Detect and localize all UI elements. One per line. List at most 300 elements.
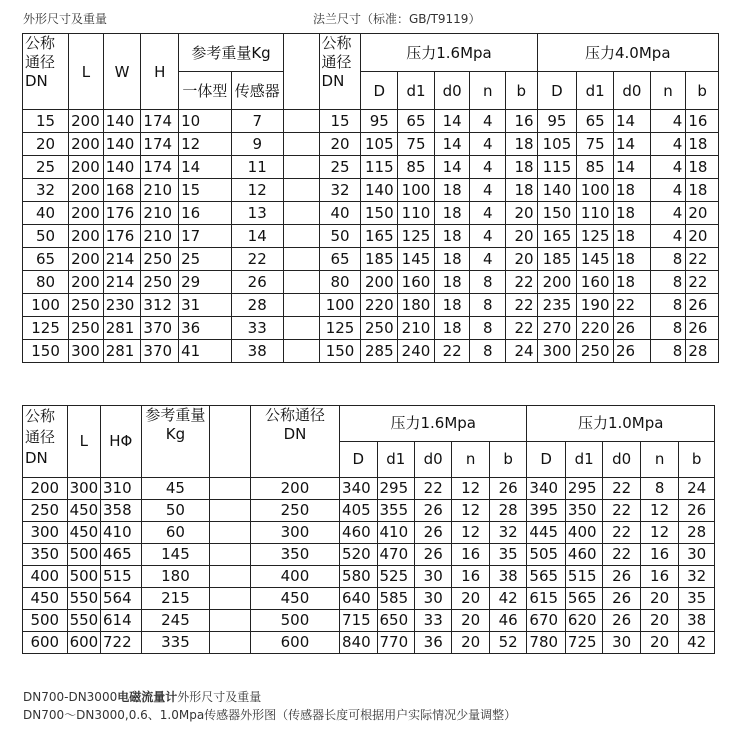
spacer-cell [210,588,251,610]
table-cell: 85 [398,156,435,179]
table-cell: 200 [69,179,104,202]
table-cell: 18 [614,248,651,271]
table-cell: 350 [250,544,339,566]
table-cell: 176 [103,225,141,248]
table-cell: 515 [100,566,141,588]
table-cell: 150 [23,340,69,363]
header-pressure-4-0: 压力4.0Mpa [537,34,718,72]
table-cell: 22 [231,248,283,271]
table-cell: 20 [23,133,69,156]
table-cell: 18 [686,156,719,179]
table-cell: 24 [679,478,715,500]
table-cell: 12 [640,522,678,544]
table-cell: 14 [614,156,651,179]
spacer-cell [210,406,251,478]
table-cell: 26 [679,500,715,522]
table-cell: 410 [100,522,141,544]
header-integrated: 一体型 [179,72,231,110]
table-cell: 12 [452,522,489,544]
table-cell: 26 [489,478,527,500]
table-cell: 12 [231,179,283,202]
table-cell: 200 [69,133,104,156]
table-cell: 250 [250,500,339,522]
table-cell: 600 [250,632,339,654]
table-cell: 22 [603,500,640,522]
table-cell: 715 [340,610,377,632]
table-cell: 235 [537,294,577,317]
header-l: L [69,34,104,110]
table-cell: 250 [141,248,179,271]
table-cell: 18 [434,179,470,202]
table-cell: 8 [650,271,686,294]
table-cell: 840 [340,632,377,654]
table-cell: 18 [614,179,651,202]
table-cell: 16 [686,110,719,133]
table-cell: 26 [603,588,640,610]
table-cell: 722 [100,632,141,654]
table-cell: 165 [361,225,398,248]
table-cell: 38 [489,566,527,588]
table-cell: 4 [650,202,686,225]
table-cell: 200 [69,248,104,271]
table-cell: 26 [603,566,640,588]
table-cell: 200 [69,110,104,133]
header-pressure-1-0: 压力1.0Mpa [527,406,715,442]
table-cell: 250 [577,340,614,363]
table-cell: 15 [319,110,361,133]
table-cell: 640 [340,588,377,610]
header-w: W [103,34,141,110]
table-row [23,566,715,588]
table-cell: 35 [489,544,527,566]
header-n: n [470,72,506,110]
table-cell: 650 [377,610,414,632]
spacer-cell [210,478,251,500]
table-cell: 180 [398,294,435,317]
table-cell: 16 [179,202,231,225]
table-cell: 445 [527,522,565,544]
table-cell: 176 [103,202,141,225]
table-cell: 220 [577,317,614,340]
table-cell: 725 [565,632,602,654]
table-cell: 200 [250,478,339,500]
header-ref-weight: 参考重量 Kg [141,406,210,478]
table-cell: 20 [640,610,678,632]
table-cell: 22 [506,294,537,317]
table-cell: 50 [141,500,210,522]
table-cell: 38 [679,610,715,632]
table-cell: 65 [398,110,435,133]
table-cell: 22 [506,271,537,294]
table-cell: 615 [527,588,565,610]
table-cell: 355 [377,500,414,522]
table-cell: 18 [434,294,470,317]
table-cell: 4 [650,156,686,179]
table-cell: 105 [537,133,577,156]
table-cell: 26 [414,544,451,566]
table-cell: 18 [434,202,470,225]
table-cell: 335 [141,632,210,654]
spacer-cell [210,500,251,522]
table-cell: 26 [686,294,719,317]
table-cell: 52 [489,632,527,654]
table-cell: 220 [361,294,398,317]
table-row [23,500,715,522]
table-cell: 95 [361,110,398,133]
table-cell: 405 [340,500,377,522]
table-cell: 16 [506,110,537,133]
table-cell: 140 [361,179,398,202]
table-cell: 11 [231,156,283,179]
table-row [23,156,719,179]
table-cell: 26 [414,522,451,544]
table-cell: 174 [141,110,179,133]
table-cell: 36 [414,632,451,654]
bottom-caption-1-bold: 电磁流量计 [117,690,178,704]
table-cell: 14 [179,156,231,179]
table-cell: 281 [103,317,141,340]
table-cell: 100 [319,294,361,317]
table-cell: 18 [434,248,470,271]
table-cell: 4 [470,225,506,248]
table-cell: 358 [100,500,141,522]
table-cell: 8 [470,340,506,363]
table-cell: 26 [603,610,640,632]
table-cell: 12 [640,500,678,522]
table-cell: 4 [650,133,686,156]
header-D: D [527,442,565,478]
table-cell: 300 [537,340,577,363]
table-cell: 22 [686,271,719,294]
table-cell: 168 [103,179,141,202]
spacer-cell [210,522,251,544]
table-cell: 24 [506,340,537,363]
table-row [23,271,719,294]
table-cell: 4 [650,179,686,202]
table-row [23,478,715,500]
table-cell: 200 [69,225,104,248]
table-cell: 150 [319,340,361,363]
table-cell: 245 [141,610,210,632]
table-cell: 38 [231,340,283,363]
table-cell: 185 [361,248,398,271]
table-cell: 174 [141,156,179,179]
header-nominal-dn: 公称 通径 DN [23,34,69,110]
table-cell: 18 [614,271,651,294]
table-cell: 18 [506,156,537,179]
table-cell: 26 [614,340,651,363]
table-cell: 95 [537,110,577,133]
table-cell: 564 [100,588,141,610]
table-cell: 210 [141,225,179,248]
header-b: b [679,442,715,478]
table-cell: 450 [23,588,68,610]
header-d0: d0 [414,442,451,478]
table-cell: 565 [565,588,602,610]
table-cell: 20 [686,202,719,225]
table-cell: 190 [577,294,614,317]
table-cell: 29 [179,271,231,294]
table-cell: 18 [686,133,719,156]
table-cell: 18 [686,179,719,202]
table-cell: 65 [577,110,614,133]
header-n: n [640,442,678,478]
table-cell: 281 [103,340,141,363]
table-cell: 8 [470,294,506,317]
table-cell: 26 [614,317,651,340]
table-cell: 8 [650,294,686,317]
spacer-cell [283,110,319,133]
table-cell: 620 [565,610,602,632]
table-cell: 9 [231,133,283,156]
spacer-cell [283,202,319,225]
bottom-caption-2: DN700～DN3000,0.6、1.0Mpa传感器外形图（传感器长度可根据用户实际情况少量调整） [23,708,517,722]
table-cell: 410 [377,522,414,544]
table-cell: 22 [506,317,537,340]
table-cell: 25 [319,156,361,179]
table-row [23,522,715,544]
table-cell: 505 [527,544,565,566]
table-cell: 150 [361,202,398,225]
table-row [23,133,719,156]
table-cell: 515 [565,566,602,588]
table-cell: 4 [470,133,506,156]
table-cell: 50 [23,225,69,248]
table-cell: 30 [414,588,451,610]
table-cell: 25 [23,156,69,179]
table-cell: 17 [179,225,231,248]
table-cell: 200 [69,202,104,225]
table-cell: 18 [506,179,537,202]
table-cell: 10 [179,110,231,133]
table-cell: 4 [650,225,686,248]
table-cell: 20 [640,632,678,654]
table-cell: 20 [452,588,489,610]
table-cell: 30 [414,566,451,588]
table-cell: 28 [686,340,719,363]
table-cell: 20 [686,225,719,248]
table-row [23,340,719,363]
header-sensor: 传感器 [231,72,283,110]
table-cell: 100 [577,179,614,202]
header-ref-weight: 参考重量Kg [179,34,284,72]
table-cell: 8 [470,271,506,294]
table-cell: 125 [23,317,69,340]
table-cell: 13 [231,202,283,225]
bottom-caption-1-suffix: 外形尺寸及重量 [177,690,262,704]
spacer-cell [210,610,251,632]
table-cell: 110 [398,202,435,225]
table-cell: 230 [103,294,141,317]
table-cell: 8 [650,317,686,340]
table-row [23,610,715,632]
table-cell: 33 [414,610,451,632]
table-cell: 20 [640,588,678,610]
table-cell: 614 [100,610,141,632]
table-cell: 140 [537,179,577,202]
table-cell: 20 [319,133,361,156]
header-nominal-dn: 公称 通径 DN [23,406,68,478]
bottom-caption-1-prefix: DN700-DN3000 [23,690,118,704]
table-cell: 210 [141,202,179,225]
table-cell: 22 [414,478,451,500]
table-cell: 15 [179,179,231,202]
bottom-caption-1 [23,688,261,705]
table-cell: 42 [679,632,715,654]
table-cell: 500 [67,544,100,566]
table-cell: 295 [565,478,602,500]
table-cell: 85 [577,156,614,179]
table-cell: 115 [361,156,398,179]
table-cell: 4 [470,248,506,271]
table-cell: 300 [69,340,104,363]
header-n: n [650,72,686,110]
table-cell: 200 [69,156,104,179]
table-cell: 395 [527,500,565,522]
spacer-cell [283,317,319,340]
table-cell: 115 [537,156,577,179]
table-row [23,179,719,202]
spacer-cell [283,179,319,202]
spacer-cell [210,566,251,588]
table-row [23,588,715,610]
table-cell: 285 [361,340,398,363]
table-cell: 18 [506,133,537,156]
header-pressure-1-6: 压力1.6Mpa [340,406,527,442]
table-cell: 26 [231,271,283,294]
spacer-cell [210,632,251,654]
table-cell: 18 [434,225,470,248]
table-cell: 8 [650,248,686,271]
table-cell: 295 [377,478,414,500]
table-cell: 250 [69,317,104,340]
table-cell: 22 [603,522,640,544]
table-cell: 200 [537,271,577,294]
table-cell: 160 [577,271,614,294]
header-b: b [506,72,537,110]
table-row [23,110,719,133]
table-cell: 14 [231,225,283,248]
table-cell: 310 [100,478,141,500]
table-cell: 100 [398,179,435,202]
table-cell: 8 [640,478,678,500]
table-cell: 45 [141,478,210,500]
table-cell: 16 [640,544,678,566]
header-d1: d1 [577,72,614,110]
table-cell: 400 [23,566,68,588]
table-cell: 22 [686,248,719,271]
table-cell: 300 [250,522,339,544]
table-cell: 770 [377,632,414,654]
table-cell: 500 [23,610,68,632]
table-cell: 26 [686,317,719,340]
table-cell: 150 [537,202,577,225]
table-cell: 31 [179,294,231,317]
header-D: D [361,72,398,110]
table-cell: 125 [577,225,614,248]
table-cell: 240 [398,340,435,363]
header-d1: d1 [398,72,435,110]
table-cell: 22 [603,478,640,500]
table-cell: 140 [103,156,141,179]
table-cell: 20 [506,202,537,225]
header-D: D [340,442,377,478]
table-cell: 125 [319,317,361,340]
header-d0: d0 [603,442,640,478]
table-cell: 16 [452,544,489,566]
table-cell: 670 [527,610,565,632]
table-row [23,632,715,654]
table-row [23,202,719,225]
table-cell: 65 [319,248,361,271]
table-cell: 35 [679,588,715,610]
table-cell: 40 [23,202,69,225]
table-cell: 270 [537,317,577,340]
table-cell: 14 [434,110,470,133]
table-cell: 12 [179,133,231,156]
spacer-cell [283,133,319,156]
header-flange-nominal-dn: 公称 通径 DN [319,34,361,110]
table-cell: 550 [67,610,100,632]
table-cell: 450 [67,500,100,522]
header-d1: d1 [565,442,602,478]
table-cell: 4 [470,156,506,179]
table-cell: 18 [434,271,470,294]
spacer-cell [283,271,319,294]
table-cell: 470 [377,544,414,566]
table-cell: 300 [23,522,68,544]
spacer-cell [283,156,319,179]
table-cell: 42 [489,588,527,610]
table-cell: 8 [650,340,686,363]
table-cell: 40 [319,202,361,225]
table-row [23,225,719,248]
spacer-cell [283,294,319,317]
table-cell: 30 [603,632,640,654]
table-cell: 75 [398,133,435,156]
table-cell: 33 [231,317,283,340]
table-cell: 400 [250,566,339,588]
table-row [23,544,715,566]
table-cell: 26 [414,500,451,522]
dimensions-flange-table-small [22,33,719,363]
spacer-cell [283,340,319,363]
table-cell: 450 [250,588,339,610]
table-row [23,294,719,317]
table-cell: 8 [470,317,506,340]
table-cell: 312 [141,294,179,317]
header-pressure-1-6: 压力1.6Mpa [361,34,537,72]
table-cell: 500 [250,610,339,632]
table-cell: 4 [470,110,506,133]
table-cell: 14 [614,110,651,133]
table-cell: 460 [565,544,602,566]
table-cell: 32 [679,566,715,588]
table-cell: 450 [67,522,100,544]
table-cell: 7 [231,110,283,133]
table-cell: 250 [361,317,398,340]
table-cell: 565 [527,566,565,588]
table-cell: 214 [103,248,141,271]
table-cell: 600 [67,632,100,654]
table-cell: 300 [67,478,100,500]
table-cell: 4 [470,202,506,225]
table-cell: 185 [537,248,577,271]
header-d1: d1 [377,442,414,478]
table-cell: 28 [231,294,283,317]
table-cell: 200 [23,478,68,500]
table-cell: 370 [141,340,179,363]
